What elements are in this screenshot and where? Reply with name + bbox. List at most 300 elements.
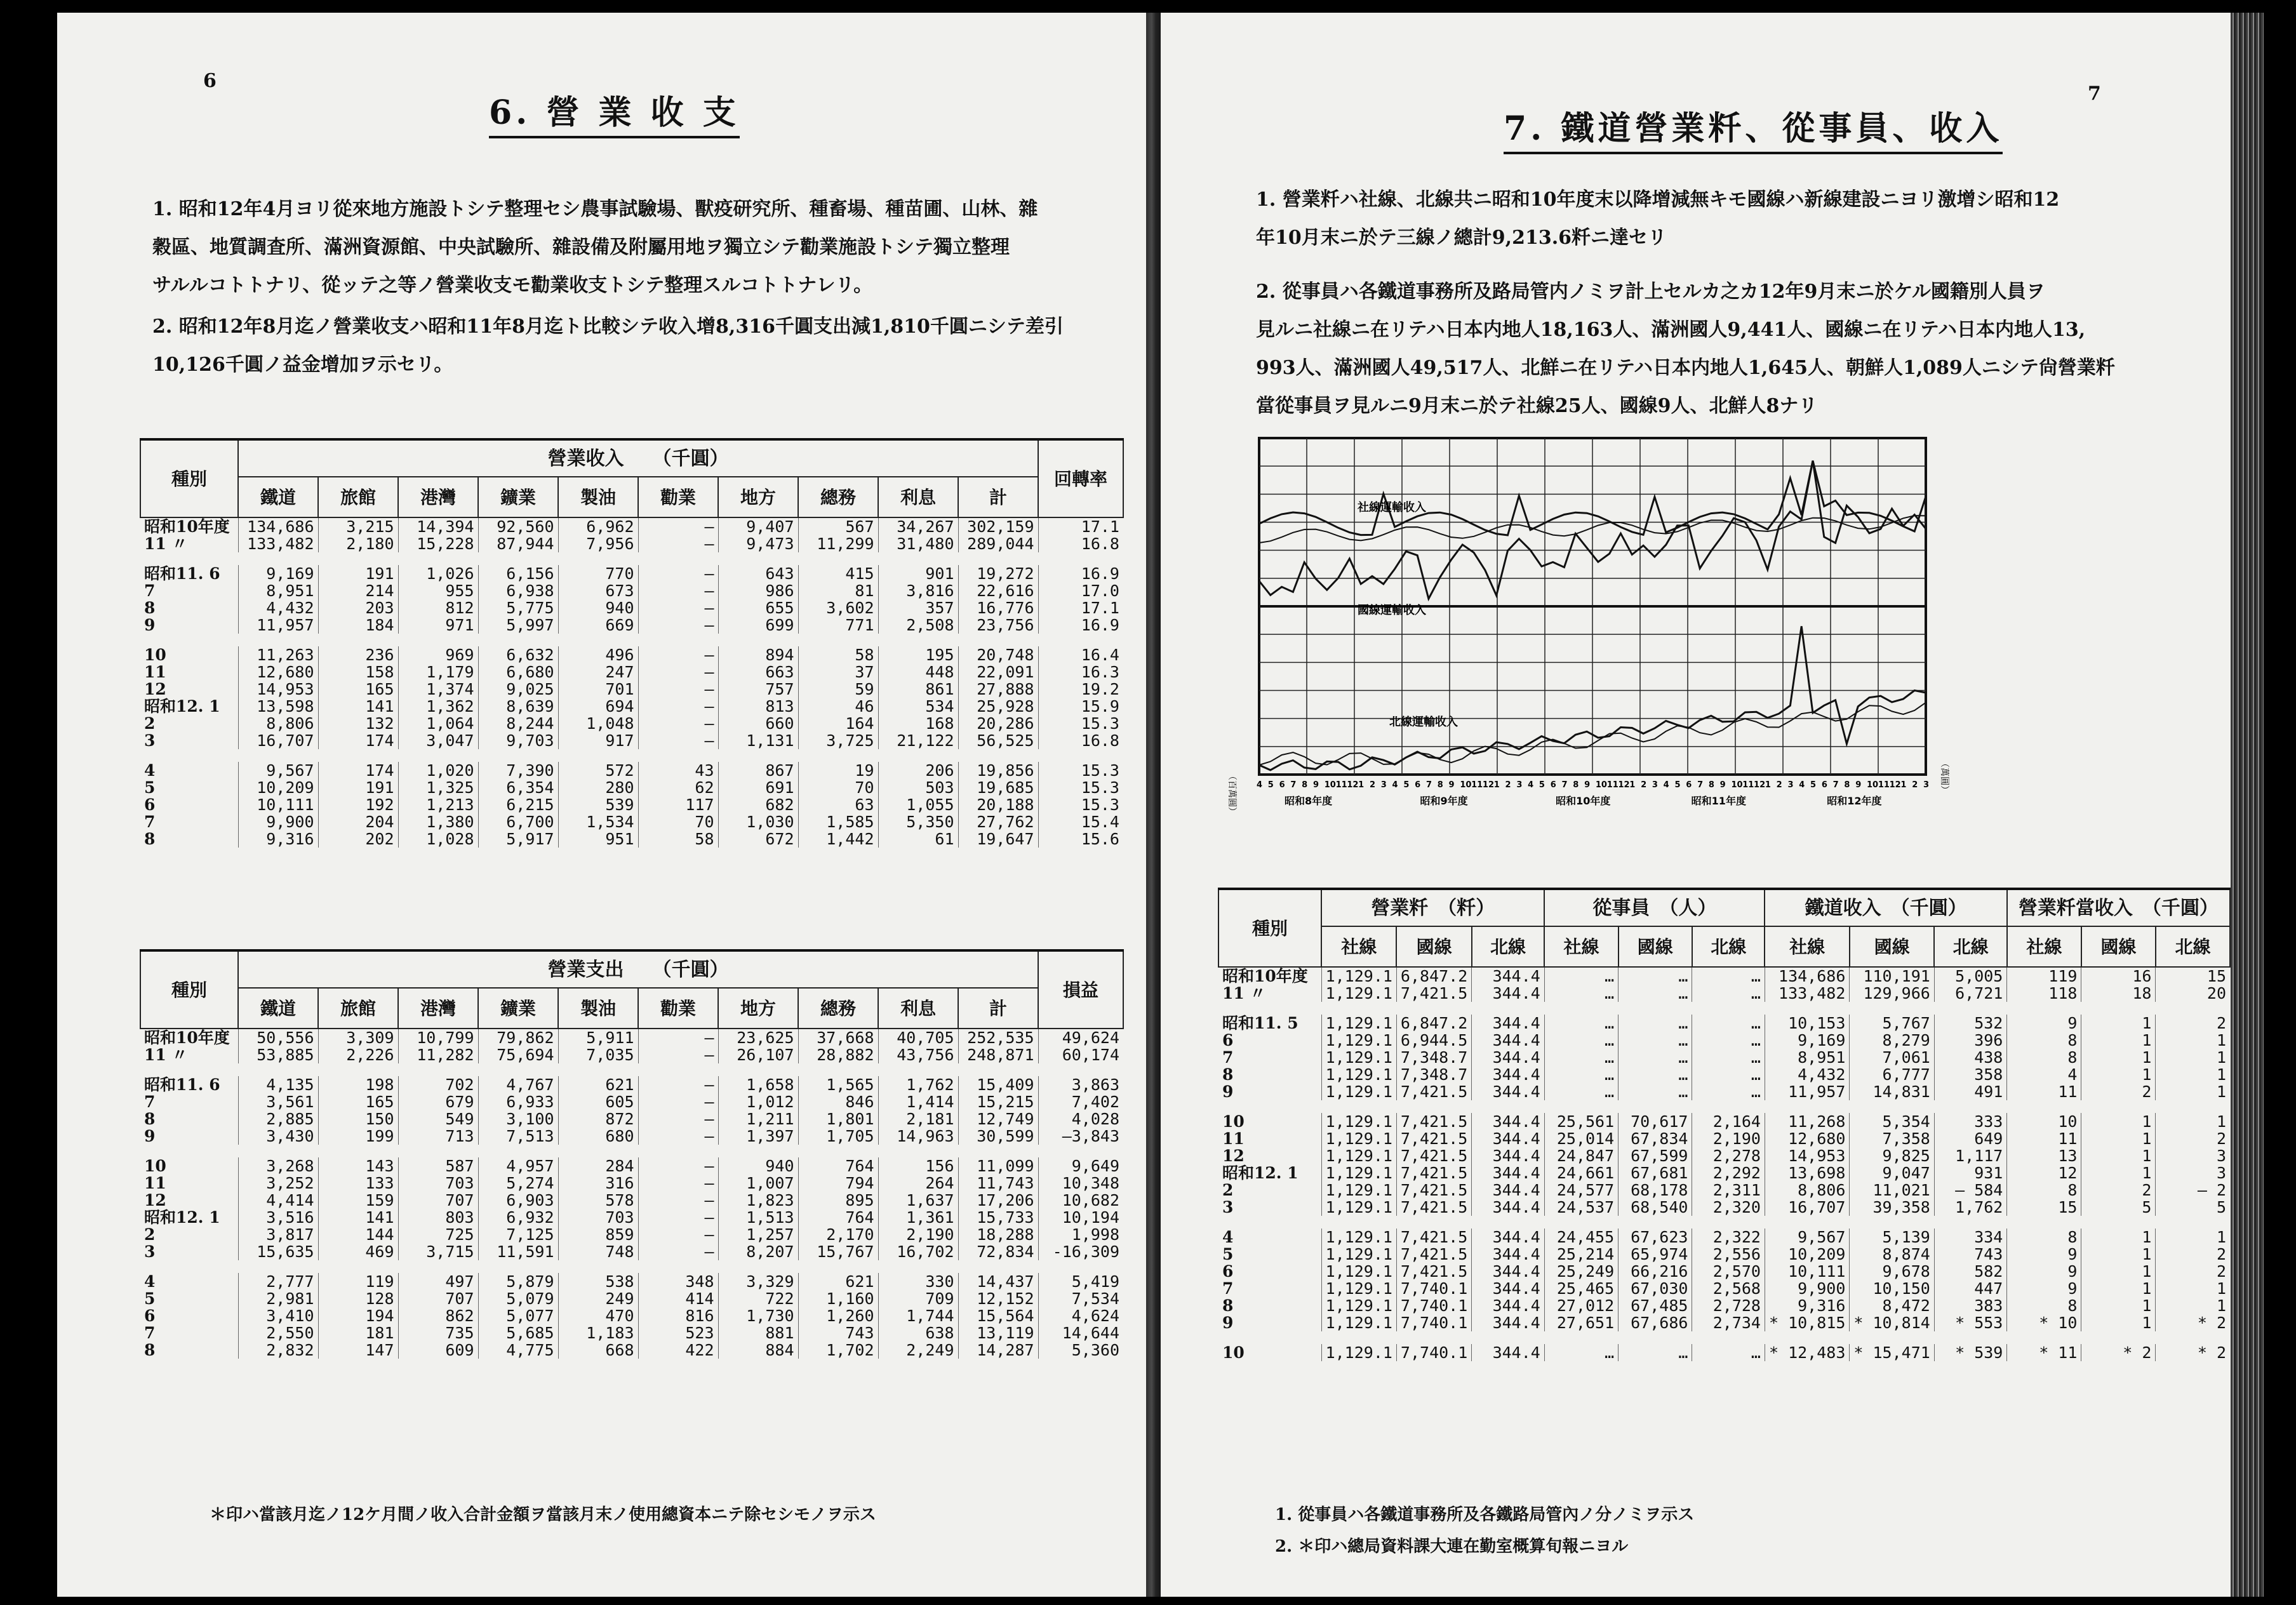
month-tick: 10 (1460, 780, 1472, 790)
table-row (1218, 1066, 2230, 1083)
table-row (140, 517, 1123, 535)
table-cell: 2,278 (1692, 1147, 1765, 1164)
table-cell: 133 (318, 1175, 398, 1192)
table-cell: 3,516 (238, 1209, 318, 1226)
table-row (1218, 1032, 2230, 1049)
table-cell: 1,325 (398, 779, 478, 796)
table-cell: — (638, 1076, 718, 1093)
table-cell: 134,686 (238, 517, 318, 535)
row-label: 12 (1222, 1147, 1245, 1165)
month-tick: 7 (1832, 780, 1839, 790)
table-cell: 1,414 (878, 1093, 958, 1110)
row-label: 5 (144, 1289, 156, 1308)
table-cell: 743 (798, 1324, 878, 1342)
table-cell: 358 (1934, 1066, 2007, 1083)
table-cell: 1,129.1 (1321, 1280, 1396, 1297)
table-cell: 7,421.5 (1396, 1182, 1471, 1199)
table-cell: 70 (638, 813, 718, 830)
table-cell: 344.4 (1472, 1297, 1545, 1314)
table-cell: 12,680 (1765, 1130, 1849, 1147)
month-tick: 2 (1369, 780, 1376, 790)
table-cell: 143 (318, 1157, 398, 1175)
table-cell: 643 (718, 565, 798, 582)
table-cell: 203 (318, 599, 398, 616)
table-cell: 11,299 (798, 535, 878, 552)
table-cell: 743 (1934, 1246, 2007, 1263)
month-tick: 5 (1403, 780, 1410, 790)
table-cell: 6,932 (478, 1209, 558, 1226)
table-row (1218, 1216, 2230, 1229)
table-cell: 11,021 (1850, 1182, 1934, 1199)
table-cell: 3,715 (398, 1243, 478, 1260)
table-cell: 192 (318, 796, 398, 813)
table-cell: 59 (798, 681, 878, 698)
table-cell: 2,734 (1692, 1314, 1765, 1331)
table-cell: 17.1 (1038, 517, 1123, 535)
table-cell: 195 (878, 646, 958, 663)
table-cell: 1 (2081, 1147, 2156, 1164)
table-cell: 34,267 (878, 517, 958, 535)
expense-table (140, 949, 1124, 1359)
north-line-label: 北線運輸收入 (1389, 716, 1458, 729)
row-label: 3 (144, 731, 156, 750)
table-cell: 14,437 (958, 1273, 1038, 1290)
table-cell: 25,561 (1544, 1113, 1618, 1130)
paragraph-1-line: 1. 昭和12年4月ヨリ從來地方施設トシテ整理セシ農事試驗場、獸疫研究所、種畜場、種苗圃、山林、雜 (152, 198, 1038, 220)
paragraph-1-line: 年10月末ニ於テ三線ノ總計9,213.6粁ニ達セリ (1256, 227, 1667, 249)
table-row (140, 796, 1123, 813)
table-cell: 1,823 (718, 1192, 798, 1209)
row-label: 6 (144, 796, 156, 814)
table-cell: 572 (558, 762, 638, 779)
table-cell: 9,678 (1850, 1263, 1934, 1280)
table-cell: 17.0 (1038, 582, 1123, 599)
paragraph-2-line: 2. 昭和12年8月迄ノ營業收支ハ昭和11年8月迄ト比較シテ收入增8,316千圓支出減1,810千圓ニシテ差引 (152, 316, 1064, 338)
table-cell: 191 (318, 779, 398, 796)
column-header: 鑛業 (478, 988, 558, 1029)
row-label: 7 (144, 1093, 156, 1111)
table-cell: 1,702 (798, 1342, 878, 1359)
note-2: 2. ＊印ハ總局資料課大連在勤室概算旬報ニヨル (1275, 1537, 1629, 1556)
table-cell: 1,007 (718, 1175, 798, 1192)
table-cell: 396 (1934, 1032, 2007, 1049)
table-cell: 344.4 (1472, 1199, 1545, 1216)
right-axis-label: （萬圓） (1939, 759, 1949, 794)
table-cell: 118 (2007, 985, 2081, 1002)
table-cell: 68,540 (1619, 1199, 1692, 1216)
table-cell: 3,268 (238, 1157, 318, 1175)
table-cell: 5,077 (478, 1307, 558, 1324)
table-cell: 110,191 (1850, 967, 1934, 985)
table-row (1218, 1049, 2230, 1066)
table-cell: 2,322 (1692, 1229, 1765, 1246)
table-cell: … (1692, 1015, 1765, 1032)
table-cell: 707 (398, 1192, 478, 1209)
table-cell: 25,249 (1544, 1263, 1618, 1280)
table-cell: 10,209 (238, 779, 318, 796)
table-cell: 247 (558, 663, 638, 681)
section-title: 7. 鐵道營業粁、從事員、收入 (1504, 102, 2003, 149)
row-label: 昭和10年度 (1222, 967, 1308, 985)
table-cell: — (638, 663, 718, 681)
month-tick: 12 (1754, 780, 1766, 790)
table-cell: … (1544, 1049, 1618, 1066)
row-label: 6 (1222, 1031, 1234, 1049)
column-header: 北線 (2156, 926, 2230, 967)
table-cell: 13,698 (1765, 1164, 1849, 1182)
table-cell: 144 (318, 1226, 398, 1243)
table-cell: 67,686 (1619, 1314, 1692, 1331)
table-cell: … (1692, 985, 1765, 1002)
table-cell: 1,129.1 (1321, 1083, 1396, 1100)
row-label: 9 (144, 616, 156, 634)
table-cell: 438 (1934, 1049, 2007, 1066)
row-label: 10 (1222, 1343, 1245, 1362)
table-cell: 1,213 (398, 796, 478, 813)
row-label: 12 (144, 1191, 166, 1209)
table-cell: 2,292 (1692, 1164, 1765, 1182)
table-cell: 19,685 (958, 779, 1038, 796)
table-cell: 252,535 (958, 1029, 1038, 1046)
table-cell: 2,190 (1692, 1130, 1765, 1147)
month-tick: 8 (1573, 780, 1579, 790)
table-cell: 5,911 (558, 1029, 638, 1046)
table-cell: 1,129.1 (1321, 1182, 1396, 1199)
table-cell: 605 (558, 1093, 638, 1110)
table-cell: 1,183 (558, 1324, 638, 1342)
table-cell: 15 (2007, 1199, 2081, 1216)
month-tick: 1 (1900, 780, 1907, 790)
table-row (1218, 1015, 2230, 1032)
table-cell: 680 (558, 1128, 638, 1145)
spacer (1218, 1216, 2230, 1229)
month-tick: 10 (1867, 780, 1879, 790)
table-cell: 764 (798, 1157, 878, 1175)
row-label: 2 (1222, 1181, 1234, 1199)
table-cell: 22,616 (958, 582, 1038, 599)
table-cell: 1,129.1 (1321, 1113, 1396, 1130)
table-cell: 1,048 (558, 715, 638, 732)
row-label: 11 (144, 1174, 166, 1192)
table-cell: 344.4 (1472, 1130, 1545, 1147)
table-cell: 198 (318, 1076, 398, 1093)
table-cell: — (638, 535, 718, 552)
table-cell: 4,957 (478, 1157, 558, 1175)
table-cell: 5,775 (478, 599, 558, 616)
month-tick: 4 (1257, 780, 1263, 790)
column-header: 北線 (1934, 926, 2007, 967)
table-cell: 202 (318, 830, 398, 848)
table-cell: 7,421.5 (1396, 1147, 1471, 1164)
table-cell: 6,777 (1850, 1066, 1934, 1083)
table-cell: … (1692, 1344, 1765, 1361)
table-cell: 11,263 (238, 646, 318, 663)
table-cell: 25,928 (958, 698, 1038, 715)
month-tick: 6 (1550, 780, 1556, 790)
table-cell: 679 (398, 1093, 478, 1110)
table-row (1218, 1164, 2230, 1182)
spacer (140, 1145, 1123, 1157)
table-cell: — (638, 1110, 718, 1128)
table-cell: 8 (2007, 1297, 2081, 1314)
table-cell: 43 (638, 762, 718, 779)
table-cell: 7,421.5 (1396, 1113, 1471, 1130)
table-cell: 2,556 (1692, 1246, 1765, 1263)
table-cell: 672 (718, 830, 798, 848)
month-tick: 9 (1312, 780, 1319, 790)
table-cell: — (638, 1128, 718, 1145)
table-cell: 859 (558, 1226, 638, 1243)
table-cell: 67,485 (1619, 1297, 1692, 1314)
table-cell: 5,685 (478, 1324, 558, 1342)
table-row (140, 634, 1123, 646)
table-cell: 16 (2081, 967, 2156, 985)
table-cell: 1,585 (798, 813, 878, 830)
table-cell: 1,534 (558, 813, 638, 830)
table-cell: 5,350 (878, 813, 958, 830)
table-cell: 2,777 (238, 1273, 318, 1290)
table-cell: 1,565 (798, 1076, 878, 1093)
table-cell: 713 (398, 1128, 478, 1145)
table-cell: 56,525 (958, 732, 1038, 749)
table-cell: 1,129.1 (1321, 1314, 1396, 1331)
table-cell: 2,570 (1692, 1263, 1765, 1280)
table-cell: 11,282 (398, 1046, 478, 1063)
table-cell: 302,159 (958, 517, 1038, 535)
paragraph-2-line: 993人、滿洲國人49,517人、北鮮ニ在リテハ日本内地人1,645人、朝鮮人1,089人ニシテ尙營業粁 (1256, 357, 2115, 379)
table-cell: 92,560 (478, 517, 558, 535)
year-label: 昭和8年度 (1285, 795, 1333, 807)
table-cell: 4,414 (238, 1192, 318, 1209)
left-axis-label: （百萬圓） (1227, 771, 1237, 816)
table-cell: 344.4 (1472, 1229, 1545, 1246)
table-cell: 1 (2081, 1314, 2156, 1331)
table-row (1218, 1182, 2230, 1199)
table-cell: 4,767 (478, 1076, 558, 1093)
month-tick: 3 (1380, 780, 1387, 790)
table-cell: 3 (2156, 1147, 2230, 1164)
paragraph-1-line: 1. 營業粁ハ社線、北線共ニ昭和10年度末以降增減無キモ國線ハ新線建設ニヨリ激增シ昭和12 (1256, 189, 2060, 211)
table-cell: 931 (1934, 1164, 2007, 1182)
table-cell: 2,226 (318, 1046, 398, 1063)
table-cell: 280 (558, 779, 638, 796)
table-cell: 6,680 (478, 663, 558, 681)
table-cell: — (638, 582, 718, 599)
table-cell: 81 (798, 582, 878, 599)
month-tick: 1 (1765, 780, 1771, 790)
table-cell: 15,733 (958, 1209, 1038, 1226)
spacer (1218, 1002, 2230, 1015)
month-tick: 8 (1302, 780, 1308, 790)
table-cell: 3,100 (478, 1110, 558, 1128)
column-header: 港灣 (398, 477, 478, 517)
table-row (140, 762, 1123, 779)
table-cell: 1,637 (878, 1192, 958, 1209)
table-cell: 7,421.5 (1396, 1229, 1471, 1246)
table-cell: … (1619, 985, 1692, 1002)
table-cell: 6,700 (478, 813, 558, 830)
table-cell: 6,215 (478, 796, 558, 813)
table-row (140, 830, 1123, 848)
table-cell: — 584 (1934, 1182, 2007, 1199)
table-cell: 330 (878, 1273, 958, 1290)
table-row (1218, 1147, 2230, 1164)
table-cell: 7,421.5 (1396, 1083, 1471, 1100)
table-cell: 15.6 (1038, 830, 1123, 848)
column-header: 勸業 (638, 988, 718, 1029)
paragraph-1 (1256, 181, 2059, 257)
table-cell: 9,649 (1038, 1157, 1123, 1175)
table-cell: 27,012 (1544, 1297, 1618, 1314)
table-cell: 5,274 (478, 1175, 558, 1192)
table-cell: … (1544, 1083, 1618, 1100)
table-cell: 448 (878, 663, 958, 681)
row-label: 昭和12. 1 (144, 697, 220, 716)
table-cell: 3,329 (718, 1273, 798, 1290)
table-cell: 895 (798, 1192, 878, 1209)
month-tick: 4 (1392, 780, 1398, 790)
month-tick: 12 (1347, 780, 1359, 790)
table-cell: 344.4 (1472, 1066, 1545, 1083)
month-tick: 6 (1686, 780, 1692, 790)
table-cell: 70,617 (1619, 1113, 1692, 1130)
table-cell: 771 (798, 616, 878, 634)
table-row (1218, 1100, 2230, 1113)
row-label: 8 (144, 599, 156, 617)
table-cell: 10 (2007, 1113, 2081, 1130)
table-cell: 181 (318, 1324, 398, 1342)
table-cell: 1 (2081, 1246, 2156, 1263)
row-label: 8 (144, 1110, 156, 1128)
table-cell: 6,156 (478, 565, 558, 582)
table-cell: 15.3 (1038, 796, 1123, 813)
table-cell: 846 (798, 1093, 878, 1110)
table-cell: * 2 (2156, 1314, 2230, 1331)
table-cell: 881 (718, 1324, 798, 1342)
page-number: 7 (2088, 83, 2101, 105)
table-cell: 249 (558, 1290, 638, 1307)
table-cell: 707 (398, 1290, 478, 1307)
table-cell: 2,249 (878, 1342, 958, 1359)
table-cell: 37 (798, 663, 878, 681)
table-cell: 9,567 (238, 762, 318, 779)
revenue-line-chart (1211, 429, 1973, 835)
table-cell: 6,962 (558, 517, 638, 535)
column-header: 社線 (2007, 926, 2081, 967)
table-cell: … (1619, 1066, 1692, 1083)
table-cell: 68,178 (1619, 1182, 1692, 1199)
table-cell: -16,309 (1038, 1243, 1123, 1260)
paragraph-2-line: 見ルニ社線ニ在リテハ日本内地人18,163人、滿洲國人9,441人、國線ニ在リテハ日本内地人13, (1256, 319, 2086, 341)
month-tick: 2 (1641, 780, 1647, 790)
table-cell: … (1619, 1344, 1692, 1361)
table-cell: 2 (2156, 1263, 2230, 1280)
table-cell: 523 (638, 1324, 718, 1342)
table-cell: 884 (718, 1342, 798, 1359)
table-cell: 532 (1934, 1015, 2007, 1032)
spacer (140, 634, 1123, 646)
table-row (140, 1209, 1123, 1226)
table-cell: 582 (1934, 1263, 2007, 1280)
table-cell: 14,953 (1765, 1147, 1849, 1164)
table-cell: 66,216 (1619, 1263, 1692, 1280)
table-cell: 2,311 (1692, 1182, 1765, 1199)
row-label: 7 (144, 1324, 156, 1342)
column-header: 計 (958, 477, 1038, 517)
row-label: 昭和11. 6 (144, 1076, 220, 1094)
table-cell: 383 (1934, 1297, 2007, 1314)
table-cell: 63 (798, 796, 878, 813)
table-cell: 11,591 (478, 1243, 558, 1260)
table-cell: 37,668 (798, 1029, 878, 1046)
table-cell: 414 (638, 1290, 718, 1307)
row-label: 昭和10年度 (144, 1029, 230, 1047)
table-cell: 3,252 (238, 1175, 318, 1192)
table-cell: 951 (558, 830, 638, 848)
table-cell: 16.9 (1038, 565, 1123, 582)
table-row (1218, 967, 2230, 985)
table-cell: 8,874 (1850, 1246, 1934, 1263)
table-cell: 649 (1934, 1130, 2007, 1147)
month-tick: 12 (1482, 780, 1495, 790)
paragraph-2-line: 當從事員ヲ見ルニ9月末ニ於テ社線25人、國線9人、北鮮人8ナリ (1256, 395, 1818, 417)
table-cell: 971 (398, 616, 478, 634)
table-cell: 15,228 (398, 535, 478, 552)
month-tick: 2 (1505, 780, 1511, 790)
table-row (140, 535, 1123, 552)
table-cell: 587 (398, 1157, 478, 1175)
table-cell: 9,316 (238, 830, 318, 848)
table-cell: 21,122 (878, 732, 958, 749)
table-cell: … (1544, 985, 1618, 1002)
table-cell: 1,026 (398, 565, 478, 582)
table-cell: — (638, 698, 718, 715)
table-cell: … (1544, 967, 1618, 985)
table-row (1218, 1199, 2230, 1216)
table-cell: * 15,471 (1850, 1344, 1934, 1361)
table-row (140, 1307, 1123, 1324)
paragraph-2-line: 10,126千圓ノ益金增加ヲ示セリ。 (152, 354, 453, 376)
table-cell: 8 (2007, 1229, 2081, 1246)
table-cell: 9,567 (1765, 1229, 1849, 1246)
table-cell: — (638, 1243, 718, 1260)
footnote: ＊印ハ當該月迄ノ12ケ月間ノ收入合計金額ヲ當該月末ノ使用總資本ニテ除セシモノヲ示ス (210, 1505, 876, 1524)
table-cell: 194 (318, 1307, 398, 1324)
table-cell: — (638, 1157, 718, 1175)
table-cell: 6,938 (478, 582, 558, 599)
month-tick: 5 (1538, 780, 1545, 790)
column-header: 港灣 (398, 988, 478, 1029)
table-cell: 357 (878, 599, 958, 616)
table-cell: 132 (318, 715, 398, 732)
table-cell: 816 (638, 1307, 718, 1324)
table-cell: 1,129.1 (1321, 1199, 1396, 1216)
table-cell: 20 (2156, 985, 2230, 1002)
table-cell: 694 (558, 698, 638, 715)
column-header: 製油 (558, 477, 638, 517)
table-cell: 578 (558, 1192, 638, 1209)
table-cell: 9,169 (1765, 1032, 1849, 1049)
table-cell: 27,762 (958, 813, 1038, 830)
table-cell: 344.4 (1472, 1083, 1545, 1100)
table-cell: 1,160 (798, 1290, 878, 1307)
table-cell: 7,740.1 (1396, 1314, 1471, 1331)
column-header: 北線 (1472, 926, 1545, 967)
table-cell: 1,129.1 (1321, 1130, 1396, 1147)
table-cell: 49,624 (1038, 1029, 1123, 1046)
table-cell: 940 (718, 1157, 798, 1175)
table-cell: 133,482 (1765, 985, 1849, 1002)
